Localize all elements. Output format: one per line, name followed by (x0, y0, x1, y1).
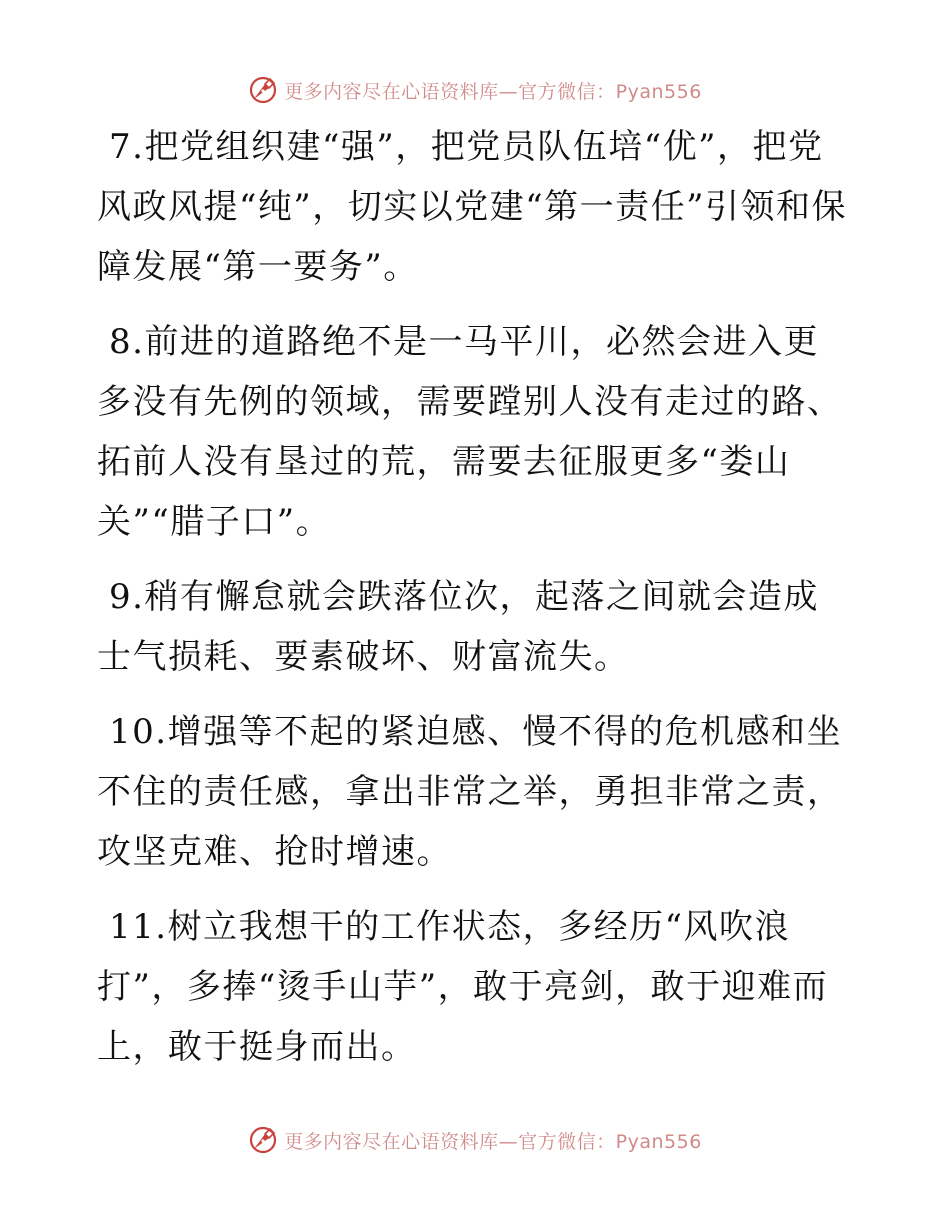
document-body (97, 117, 849, 1092)
pen-nib-logo-icon (248, 1125, 278, 1155)
paragraph-7: 7.把党组织建“强”，把党员队伍培“优”，把党风政风提“纯”，切实以党建“第一责任”引领和保障发展“第一要务”。 (97, 127, 848, 287)
paragraph-11: 11.树立我想干的工作状态，多经历“风吹浪打”，多捧“烫手山芋”，敢于亮剑，敢于迎难而上，敢于挺身而出。 (97, 907, 829, 1067)
header-banner-text: 更多内容尽在心语资料库—官方微信：Pyan556 (284, 80, 702, 103)
footer-banner-text: 更多内容尽在心语资料库—官方微信：Pyan556 (284, 1130, 702, 1153)
header-banner (0, 70, 950, 110)
paragraph-10: 10.增强等不起的紧迫感、慢不得的危机感和坐不住的责任感，拿出非常之举，勇担非常之责，攻坚克难、抢时增速。 (97, 712, 843, 872)
paragraph-9: 9.稍有懈怠就会跌落位次，起落之间就会造成士气损耗、要素破坏、财富流失。 (97, 577, 819, 677)
paragraph-8: 8.前进的道路绝不是一马平川，必然会进入更多没有先例的领域，需要蹚别人没有走过的路、拓前人没有垦过的荒，需要去征服更多“娄山关”“腊子口”。 (97, 322, 843, 542)
pen-nib-logo-icon (248, 75, 278, 105)
footer-banner (0, 1120, 950, 1160)
